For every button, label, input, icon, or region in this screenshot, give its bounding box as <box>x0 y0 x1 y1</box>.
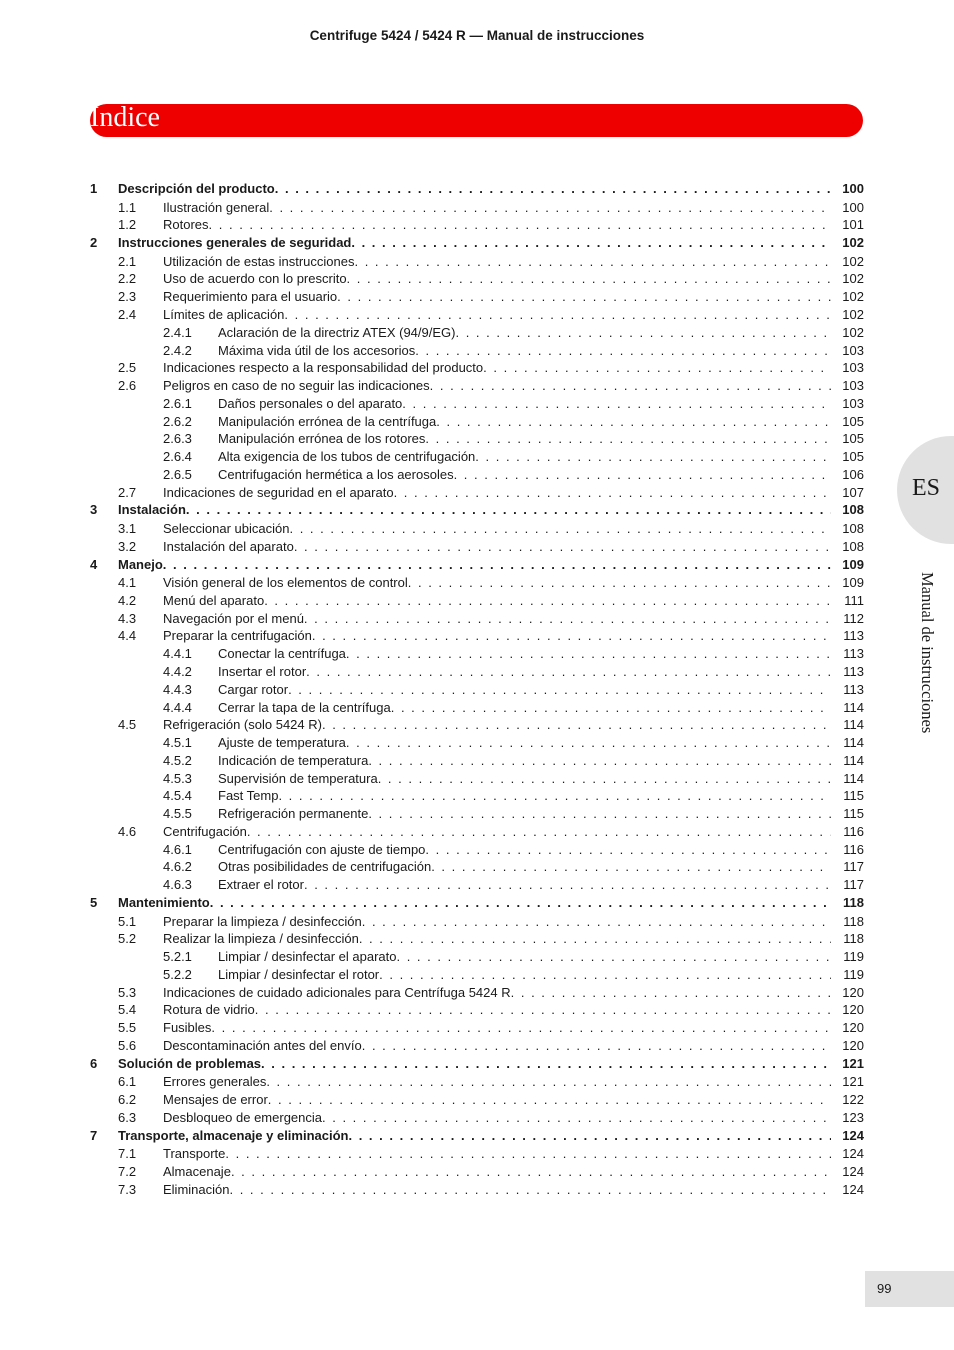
toc-entry-page: 118 <box>843 913 864 929</box>
toc-entry-number: 2.6 <box>118 378 137 394</box>
toc-dot-leader <box>225 1145 831 1163</box>
toc-dot-leader <box>278 787 831 805</box>
toc-entry-page: 113 <box>843 628 864 644</box>
toc-entry-page: 119 <box>843 966 864 982</box>
toc-dot-leader <box>322 1109 831 1127</box>
toc-dot-leader <box>408 574 831 592</box>
toc-entry-page: 114 <box>843 770 864 786</box>
toc-entry-title: Aclaración de la directriz ATEX (94/9/EG) <box>218 324 456 340</box>
toc-entry-title: Cargar rotor <box>218 681 289 697</box>
toc-entry-number: 4.4.2 <box>163 663 192 679</box>
toc-dot-leader <box>346 734 831 752</box>
toc-entry[interactable] <box>90 681 864 699</box>
toc-entry-title: Fast Temp <box>218 788 279 804</box>
toc-entry-number: 4.6 <box>118 823 137 839</box>
toc-entry-number: 2 <box>90 235 98 251</box>
toc-dot-leader <box>269 199 831 217</box>
toc-entry[interactable] <box>90 1145 864 1163</box>
toc-dot-leader <box>231 1163 831 1181</box>
language-tab-label: ES <box>912 475 941 501</box>
toc-entry-title: Manipulación errónea de los rotores <box>218 431 426 447</box>
toc-entry-title: Peligros en caso de no seguir las indicaciones <box>163 378 430 394</box>
toc-entry-number: 2.4.2 <box>163 342 192 358</box>
toc-entry[interactable] <box>90 913 864 931</box>
toc-entry-page: 124 <box>842 1163 864 1179</box>
toc-entry-page: 102 <box>842 324 864 340</box>
toc-entry[interactable] <box>90 663 864 681</box>
toc-entry-title: Descripción del producto <box>118 181 275 196</box>
toc-dot-leader <box>475 448 831 466</box>
toc-entry-number: 5.2.2 <box>163 966 192 982</box>
toc-dot-leader <box>312 627 831 645</box>
toc-entry[interactable] <box>90 627 864 645</box>
toc-dot-leader <box>368 752 831 770</box>
toc-entry-page: 109 <box>842 556 864 572</box>
toc-entry-number: 6.1 <box>118 1074 137 1090</box>
toc-dot-leader <box>211 1019 831 1037</box>
toc-dot-leader <box>247 823 831 841</box>
toc-entry-number: 7.2 <box>118 1163 137 1179</box>
toc-entry-number: 2.6.2 <box>163 413 192 429</box>
toc-entry-page: 114 <box>843 717 864 733</box>
toc-entry-number: 6.3 <box>118 1109 137 1125</box>
toc-entry-page: 114 <box>843 752 864 768</box>
toc-entry-title: Realizar la limpieza / desinfección <box>163 931 359 947</box>
toc-entry-page: 121 <box>842 1074 864 1090</box>
toc-entry-title: Mantenimiento <box>118 894 210 910</box>
toc-entry-number: 1.1 <box>118 199 137 215</box>
toc-entry-title: Centrifugación hermética a los aerosoles <box>218 466 454 482</box>
toc-dot-leader <box>354 253 831 271</box>
toc-entry[interactable] <box>90 1019 864 1037</box>
toc-entry-title: Ajuste de temperatura <box>218 735 346 751</box>
title-bar <box>90 104 863 137</box>
toc-entry-page: 119 <box>843 949 864 965</box>
toc-entry-page: 108 <box>842 521 864 537</box>
toc-dot-leader <box>275 180 831 199</box>
toc-entry-number: 2.6.1 <box>163 395 192 411</box>
toc-dot-leader <box>229 1181 831 1199</box>
toc-entry[interactable] <box>90 858 864 876</box>
toc-entry-title: Almacenaje <box>163 1163 231 1179</box>
toc-dot-leader <box>294 538 831 556</box>
toc-entry[interactable] <box>90 1091 864 1109</box>
toc-entry-number: 1 <box>90 181 98 196</box>
toc-dot-leader <box>394 484 831 502</box>
toc-entry-title: Transporte <box>163 1146 226 1162</box>
toc-entry-page: 115 <box>843 788 864 804</box>
toc-entry-page: 103 <box>842 342 864 358</box>
toc-entry-title: Fusibles <box>163 1020 212 1036</box>
toc-entry-title: Limpiar / desinfectar el aparato <box>218 949 397 965</box>
toc-dot-leader <box>425 430 831 448</box>
toc-entry-title: Extraer el rotor <box>218 877 304 893</box>
toc-entry-title: Solución de problemas <box>118 1055 262 1071</box>
toc-entry-page: 102 <box>842 307 864 323</box>
toc-dot-leader <box>306 663 831 681</box>
toc-entry-title: Errores generales <box>163 1074 267 1090</box>
toc-entry[interactable] <box>90 342 864 360</box>
toc-entry-number: 4.3 <box>118 610 137 626</box>
toc-entry[interactable] <box>90 1037 864 1055</box>
toc-dot-leader <box>264 592 831 610</box>
toc-entry-title: Navegación por el menú <box>163 610 304 626</box>
toc-entry[interactable] <box>90 930 864 948</box>
toc-entry-number: 4.1 <box>118 575 137 591</box>
toc-entry-number: 4.2 <box>118 592 137 608</box>
toc-entry[interactable] <box>90 823 864 841</box>
toc-entry[interactable] <box>90 716 864 734</box>
page-header: Centrifuge 5424 / 5424 R — Manual de instrucciones <box>309 28 645 43</box>
toc-dot-leader <box>455 324 831 342</box>
toc-entry-number: 1.2 <box>118 217 137 233</box>
toc-entry-number: 4.6.2 <box>163 859 192 875</box>
toc-dot-leader <box>304 876 831 894</box>
toc-entry[interactable] <box>90 752 864 770</box>
toc-entry-page: 117 <box>843 877 864 893</box>
toc-entry-title: Limpiar / desinfectar el rotor <box>218 966 380 982</box>
toc-entry-page: 102 <box>842 271 864 287</box>
toc-entry-title: Cerrar la tapa de la centrífuga <box>218 699 391 715</box>
toc-entry-number: 2.3 <box>118 289 137 305</box>
toc-entry-title: Daños personales o del aparato <box>218 395 403 411</box>
toc-entry[interactable] <box>90 592 864 610</box>
toc-entry[interactable] <box>90 894 864 913</box>
toc-entry-page: 109 <box>842 575 864 591</box>
toc-entry[interactable] <box>90 645 864 663</box>
toc-entry-number: 3.2 <box>118 538 137 554</box>
toc-entry-title: Preparar la limpieza / desinfección <box>163 913 362 929</box>
toc-entry[interactable] <box>90 270 864 288</box>
toc-dot-leader <box>425 841 831 859</box>
toc-entry-number: 4.4.3 <box>163 681 192 697</box>
toc-entry-number: 5.2.1 <box>163 949 192 965</box>
page-title: Índice <box>90 102 160 133</box>
toc-dot-leader <box>415 342 831 360</box>
toc-dot-leader <box>431 858 831 876</box>
toc-dot-leader <box>362 913 831 931</box>
toc-entry-number: 2.6.4 <box>163 449 192 465</box>
page-number: 99 <box>877 1281 892 1296</box>
toc-entry-page: 118 <box>843 894 864 910</box>
toc-entry-number: 5.6 <box>118 1037 137 1053</box>
toc-dot-leader <box>511 984 831 1002</box>
toc-entry[interactable] <box>90 199 864 217</box>
toc-entry-page: 103 <box>842 378 864 394</box>
toc-entry-number: 3 <box>90 502 98 518</box>
toc-entry-number: 6.2 <box>118 1092 137 1108</box>
toc-entry-number: 2.7 <box>118 484 137 500</box>
toc-entry-page: 108 <box>842 502 864 518</box>
toc-entry[interactable] <box>90 413 864 431</box>
toc-entry-title: Otras posibilidades de centrifugación <box>218 859 432 875</box>
toc-entry-page: 124 <box>842 1146 864 1162</box>
toc-entry-number: 4 <box>90 556 98 572</box>
toc-entry-page: 101 <box>842 217 864 233</box>
toc-entry-page: 113 <box>843 646 864 662</box>
toc-entry-page: 124 <box>842 1127 864 1143</box>
toc-entry[interactable] <box>90 430 864 448</box>
toc-entry-number: 4.5.4 <box>163 788 192 804</box>
toc-entry-page: 118 <box>843 931 864 947</box>
toc-entry[interactable] <box>90 538 864 556</box>
toc-entry-number: 3.1 <box>118 521 137 537</box>
toc-entry-number: 4.5 <box>118 717 137 733</box>
toc-entry-title: Indicaciones de seguridad en el aparato <box>163 484 394 500</box>
toc-dot-leader <box>255 1001 831 1019</box>
toc-entry[interactable] <box>90 984 864 1002</box>
toc-entry-number: 2.1 <box>118 253 137 269</box>
toc-dot-leader <box>348 1127 831 1146</box>
toc-entry-number: 5.2 <box>118 931 137 947</box>
toc-dot-leader <box>396 948 831 966</box>
toc-entry-title: Menú del aparato <box>163 592 265 608</box>
toc-dot-leader <box>430 377 831 395</box>
toc-entry-title: Descontaminación antes del envío <box>163 1037 362 1053</box>
toc-entry[interactable] <box>90 520 864 538</box>
toc-entry-title: Conectar la centrífuga <box>218 646 346 662</box>
toc-dot-leader <box>347 270 831 288</box>
toc-entry-title: Desbloqueo de emergencia <box>163 1109 322 1125</box>
toc-entry-number: 5.1 <box>118 913 137 929</box>
toc-entry-page: 100 <box>842 199 864 215</box>
toc-entry-page: 114 <box>843 735 864 751</box>
toc-entry-title: Manipulación errónea de la centrífuga <box>218 413 437 429</box>
toc-entry[interactable] <box>90 610 864 628</box>
toc-dot-leader <box>454 466 831 484</box>
toc-entry[interactable] <box>90 1073 864 1091</box>
toc-entry-number: 4.6.3 <box>163 877 192 893</box>
toc-entry[interactable] <box>90 306 864 324</box>
toc-entry-title: Visión general de los elementos de control <box>163 575 408 591</box>
toc-entry-page: 124 <box>842 1181 864 1197</box>
toc-entry[interactable] <box>90 948 864 966</box>
toc-entry[interactable] <box>90 180 864 199</box>
toc-entry-number: 5 <box>90 894 98 910</box>
toc-dot-leader <box>210 894 831 913</box>
toc-entry-number: 4.4.4 <box>163 699 192 715</box>
toc-entry-number: 2.4.1 <box>163 324 192 340</box>
toc-entry-title: Instalación <box>118 502 186 518</box>
toc-entry-title: Límites de aplicación <box>163 307 285 323</box>
toc-dot-leader <box>379 966 831 984</box>
toc-entry-title: Seleccionar ubicación <box>163 521 290 537</box>
toc-entry-title: Uso de acuerdo con lo prescrito <box>163 271 347 287</box>
toc-entry-number: 7.1 <box>118 1146 137 1162</box>
toc-entry-page: 120 <box>842 1002 864 1018</box>
toc-entry-number: 2.6.3 <box>163 431 192 447</box>
side-label: Manual de instrucciones <box>918 572 937 734</box>
toc-entry[interactable] <box>90 234 864 253</box>
toc-entry-page: 120 <box>842 1020 864 1036</box>
toc-entry-page: 105 <box>842 449 864 465</box>
toc-entry-title: Refrigeración (solo 5424 R) <box>163 717 322 733</box>
toc-dot-leader <box>163 556 831 575</box>
toc-entry-title: Rotura de vidrio <box>163 1002 255 1018</box>
toc-dot-leader <box>368 805 831 823</box>
toc-entry-page: 112 <box>843 610 864 626</box>
toc-dot-leader <box>346 645 831 663</box>
toc-entry[interactable] <box>90 574 864 592</box>
toc-entry-page: 102 <box>842 289 864 305</box>
toc-entry-page: 121 <box>842 1055 864 1071</box>
toc-entry-number: 4.4.1 <box>163 646 192 662</box>
toc-entry-title: Mensajes de error <box>163 1092 268 1108</box>
toc-entry-number: 5.4 <box>118 1002 137 1018</box>
toc-entry-title: Utilización de estas instrucciones <box>163 253 355 269</box>
toc-entry[interactable] <box>90 466 864 484</box>
toc-entry-page: 102 <box>842 253 864 269</box>
toc-entry[interactable] <box>90 1109 864 1127</box>
toc-entry[interactable] <box>90 484 864 502</box>
toc-dot-leader <box>304 610 831 628</box>
toc-entry[interactable] <box>90 1055 864 1074</box>
toc-entry-page: 114 <box>843 699 864 715</box>
toc-dot-leader <box>391 699 831 717</box>
toc-entry-page: 122 <box>842 1092 864 1108</box>
toc-entry-number: 6 <box>90 1055 98 1071</box>
toc-entry-number: 4.5.2 <box>163 752 192 768</box>
toc-dot-leader <box>268 1091 831 1109</box>
toc-dot-leader <box>322 716 831 734</box>
toc-entry-title: Máxima vida útil de los accesorios <box>218 342 416 358</box>
toc-entry[interactable] <box>90 805 864 823</box>
toc-entry-title: Requerimiento para el usuario <box>163 289 338 305</box>
toc-entry-number: 2.4 <box>118 307 137 323</box>
toc-entry-title: Manejo <box>118 556 163 572</box>
toc-entry-number: 4.6.1 <box>163 841 192 857</box>
toc-entry-page: 100 <box>842 181 864 196</box>
toc-entry-number: 4.5.5 <box>163 806 192 822</box>
toc-entry-page: 103 <box>842 360 864 376</box>
table-of-contents <box>90 180 864 1198</box>
toc-entry[interactable] <box>90 734 864 752</box>
toc-dot-leader <box>436 413 831 431</box>
toc-entry-page: 113 <box>843 663 864 679</box>
toc-entry-title: Supervisión de temperatura <box>218 770 378 786</box>
toc-entry-title: Alta exigencia de los tubos de centrifugación <box>218 449 476 465</box>
toc-dot-leader <box>209 216 831 234</box>
toc-entry[interactable] <box>90 876 864 894</box>
toc-dot-leader <box>288 681 831 699</box>
toc-entry-number: 4.5.3 <box>163 770 192 786</box>
toc-entry[interactable] <box>90 841 864 859</box>
toc-dot-leader <box>362 1037 831 1055</box>
toc-entry[interactable] <box>90 253 864 271</box>
toc-entry[interactable] <box>90 395 864 413</box>
toc-dot-leader <box>284 306 831 324</box>
toc-entry-page: 102 <box>842 235 864 251</box>
toc-dot-leader <box>483 359 831 377</box>
toc-dot-leader <box>359 930 831 948</box>
toc-entry[interactable] <box>90 288 864 306</box>
toc-entry-title: Ilustración general <box>163 199 270 215</box>
toc-entry-title: Centrifugación con ajuste de tiempo <box>218 841 426 857</box>
toc-dot-leader <box>337 288 831 306</box>
toc-entry[interactable] <box>90 787 864 805</box>
toc-entry-page: 116 <box>843 823 864 839</box>
toc-entry-number: 2.6.5 <box>163 466 192 482</box>
toc-entry-page: 120 <box>842 1037 864 1053</box>
toc-entry-page: 111 <box>844 592 864 608</box>
toc-entry-page: 117 <box>843 859 864 875</box>
toc-entry-number: 2.5 <box>118 360 137 376</box>
toc-entry-number: 2.2 <box>118 271 137 287</box>
toc-entry[interactable] <box>90 699 864 717</box>
toc-entry-page: 105 <box>842 413 864 429</box>
toc-entry-title: Rotores <box>163 217 209 233</box>
toc-entry-number: 4.4 <box>118 628 137 644</box>
toc-entry-page: 106 <box>842 466 864 482</box>
toc-entry[interactable] <box>90 448 864 466</box>
toc-entry-title: Transporte, almacenaje y eliminación <box>118 1127 349 1143</box>
toc-entry-number: 4.5.1 <box>163 735 192 751</box>
toc-entry-page: 116 <box>843 841 864 857</box>
toc-entry-title: Centrifugación <box>163 823 247 839</box>
toc-entry-number: 7 <box>90 1127 98 1143</box>
toc-entry-page: 120 <box>842 984 864 1000</box>
toc-entry[interactable] <box>90 324 864 342</box>
toc-entry-number: 7.3 <box>118 1181 137 1197</box>
toc-entry[interactable] <box>90 377 864 395</box>
toc-dot-leader <box>289 520 831 538</box>
toc-entry-title: Instalación del aparato <box>163 538 294 554</box>
toc-entry[interactable] <box>90 556 864 575</box>
toc-entry[interactable] <box>90 966 864 984</box>
toc-entry-page: 113 <box>843 681 864 697</box>
toc-entry-title: Insertar el rotor <box>218 663 307 679</box>
toc-entry-number: 5.3 <box>118 984 137 1000</box>
toc-entry-title: Preparar la centrifugación <box>163 628 312 644</box>
toc-dot-leader <box>266 1073 831 1091</box>
toc-entry-page: 105 <box>842 431 864 447</box>
toc-entry[interactable] <box>90 1163 864 1181</box>
toc-dot-leader <box>402 395 831 413</box>
toc-entry[interactable] <box>90 216 864 234</box>
toc-entry-page: 107 <box>842 484 864 500</box>
toc-dot-leader <box>186 501 831 520</box>
toc-entry-page: 103 <box>842 395 864 411</box>
toc-entry-title: Refrigeración permanente <box>218 806 369 822</box>
toc-entry[interactable] <box>90 359 864 377</box>
toc-entry-title: Instrucciones generales de seguridad <box>118 235 352 251</box>
toc-dot-leader <box>261 1055 831 1074</box>
toc-entry[interactable] <box>90 1181 864 1199</box>
toc-entry[interactable] <box>90 501 864 520</box>
toc-entry-page: 108 <box>842 538 864 554</box>
toc-entry-number: 5.5 <box>118 1020 137 1036</box>
toc-dot-leader <box>378 770 831 788</box>
toc-entry[interactable] <box>90 1127 864 1146</box>
toc-entry-title: Indicaciones respecto a la responsabilidad del producto <box>163 360 484 376</box>
toc-entry[interactable] <box>90 770 864 788</box>
toc-entry-page: 123 <box>842 1109 864 1125</box>
toc-entry-title: Eliminación <box>163 1181 230 1197</box>
toc-dot-leader <box>351 234 831 253</box>
toc-entry-page: 115 <box>843 806 864 822</box>
toc-entry-title: Indicaciones de cuidado adicionales para Centrífuga 5424 R <box>163 984 511 1000</box>
toc-entry-title: Indicación de temperatura <box>218 752 369 768</box>
toc-entry[interactable] <box>90 1001 864 1019</box>
